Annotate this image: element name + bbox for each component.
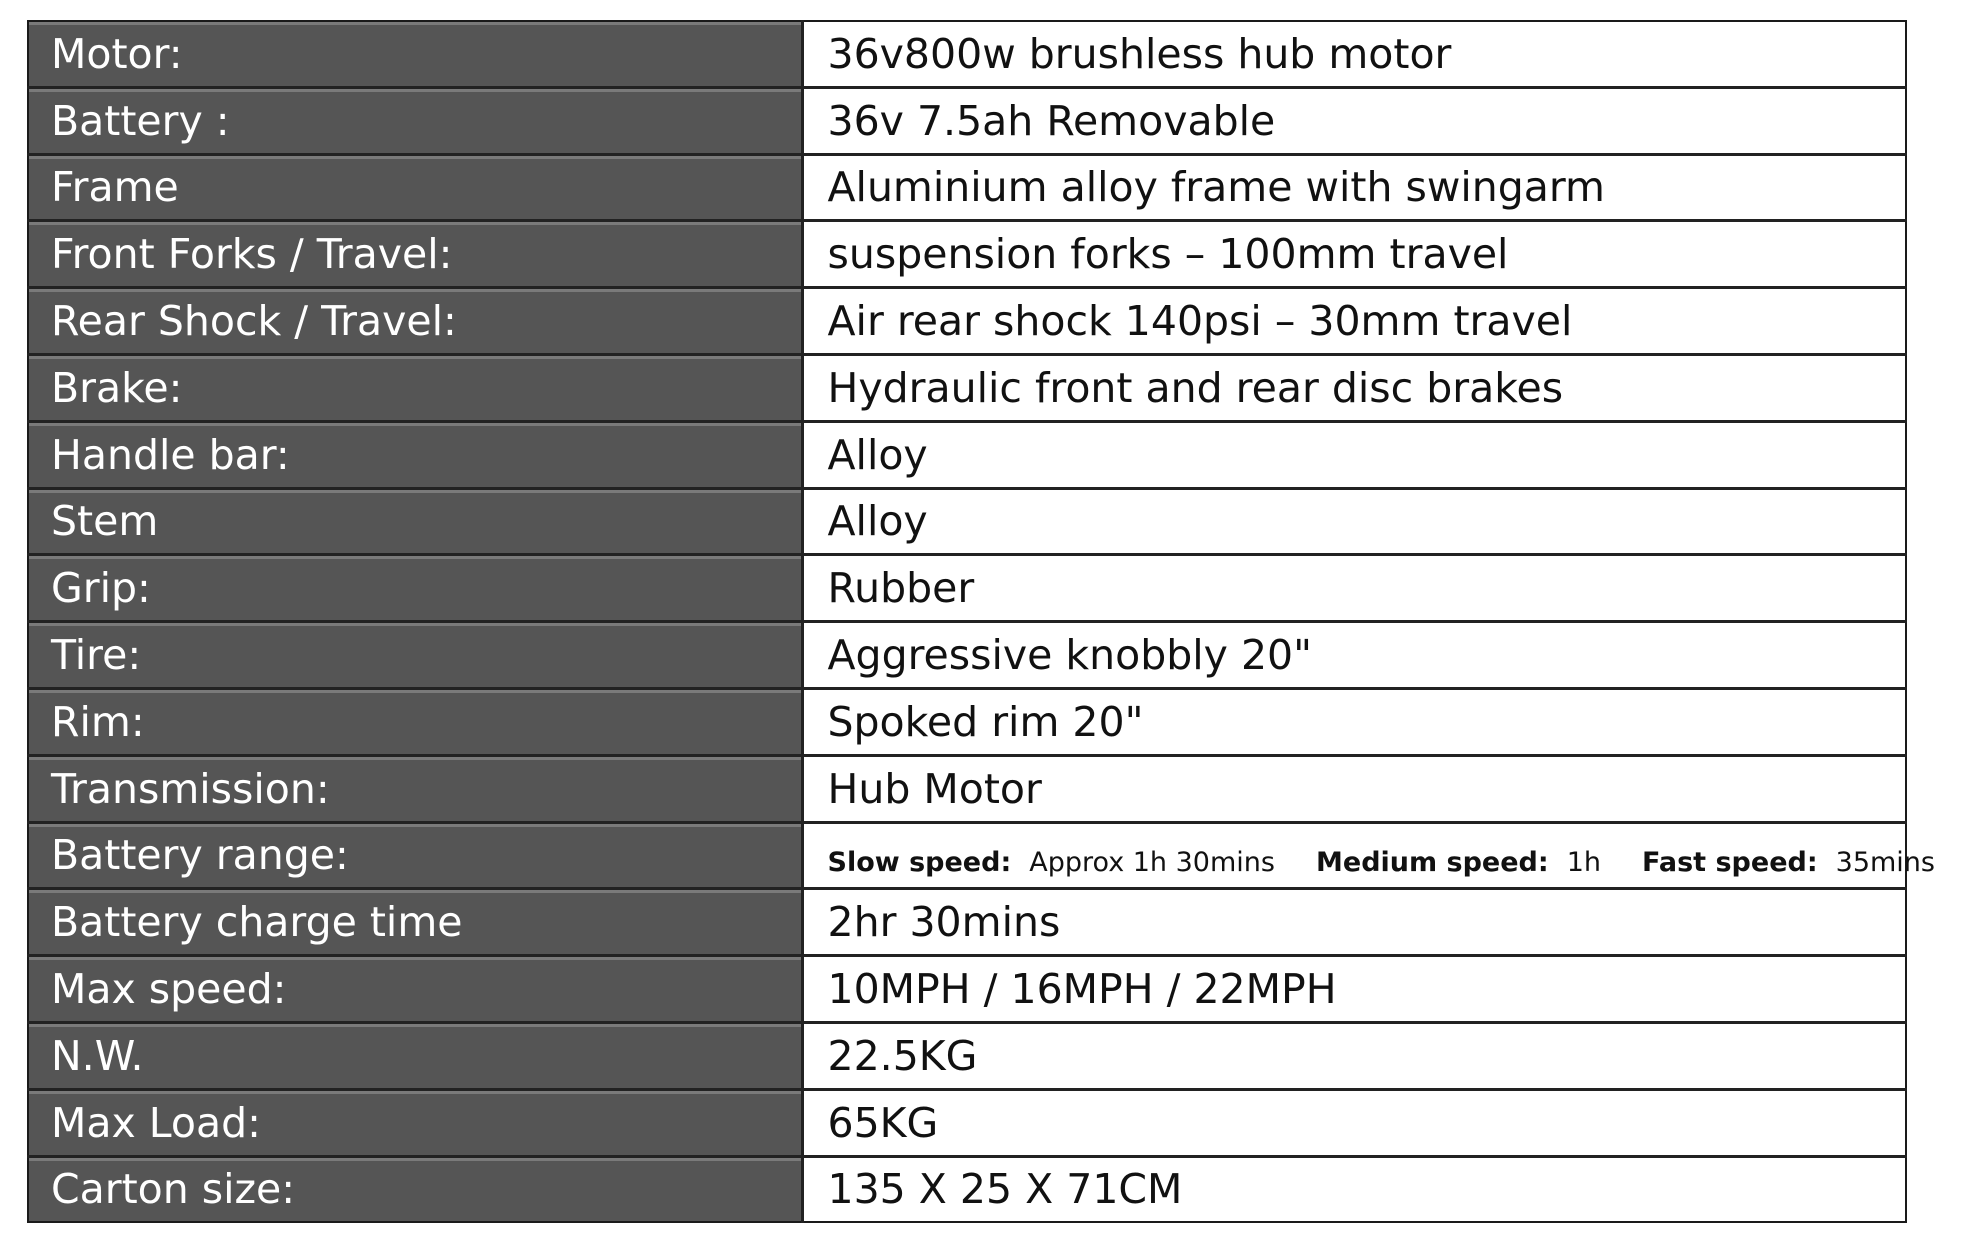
spec-value-max-speed: 10MPH / 16MPH / 22MPH: [802, 956, 1906, 1023]
spec-value-grip: Rubber: [802, 555, 1906, 622]
spec-value-handle-bar: Alloy: [802, 421, 1906, 488]
spec-table: [27, 20, 1935, 1223]
spec-value-motor: 36v800w brushless hub motor: [802, 21, 1906, 87]
spec-value-tire: Aggressive knobbly 20": [802, 622, 1906, 689]
spec-table-body: [28, 21, 1935, 1222]
spec-label-battery-range: Battery range:: [28, 822, 802, 889]
table-row-handle-bar: [28, 421, 1906, 488]
table-row-motor: [28, 21, 1906, 87]
range-medium-label: Medium speed:: [1316, 846, 1549, 878]
range-fast: [1642, 833, 1935, 881]
spec-label-max-speed: Max speed:: [28, 956, 802, 1023]
range-fast-label: Fast speed:: [1642, 846, 1818, 878]
table-row-carton-size: [28, 1156, 1906, 1222]
spec-label-stem: Stem: [28, 488, 802, 555]
spec-label-net-weight: N.W.: [28, 1022, 802, 1089]
range-fast-value: 35mins: [1835, 846, 1935, 878]
range-medium: [1316, 833, 1601, 881]
range-slow: [828, 833, 1275, 881]
range-medium-value: 1h: [1566, 846, 1601, 878]
spec-value-net-weight: 22.5KG: [802, 1022, 1906, 1089]
spec-value-brake: Hydraulic front and rear disc brakes: [802, 354, 1906, 421]
table-row-tire: [28, 622, 1906, 689]
spec-label-front-forks: Front Forks / Travel:: [28, 221, 802, 288]
spec-label-brake: Brake:: [28, 354, 802, 421]
spec-value-rear-shock: Air rear shock 140psi – 30mm travel: [802, 288, 1906, 355]
table-row-max-speed: [28, 956, 1906, 1023]
table-row-max-load: [28, 1089, 1906, 1156]
spec-label-handle-bar: Handle bar:: [28, 421, 802, 488]
spec-value-front-forks: suspension forks – 100mm travel: [802, 221, 1906, 288]
table-row-net-weight: [28, 1022, 1906, 1089]
table-row-battery-range: [28, 822, 1906, 889]
spec-value-battery: 36v 7.5ah Removable: [802, 87, 1906, 154]
spec-label-grip: Grip:: [28, 555, 802, 622]
table-row-charge-time: [28, 889, 1906, 956]
spec-label-tire: Tire:: [28, 622, 802, 689]
table-row-front-forks: [28, 221, 1906, 288]
spec-label-battery: Battery :: [28, 87, 802, 154]
spec-value-stem: Alloy: [802, 488, 1906, 555]
range-slow-value: Approx 1h 30mins: [1029, 846, 1275, 878]
spec-label-rear-shock: Rear Shock / Travel:: [28, 288, 802, 355]
table-row-battery: [28, 87, 1906, 154]
table-row-rear-shock: [28, 288, 1906, 355]
spec-label-motor: Motor:: [28, 21, 802, 87]
spec-value-carton-size: 135 X 25 X 71CM: [802, 1156, 1906, 1222]
spec-value-charge-time: 2hr 30mins: [802, 889, 1906, 956]
spec-label-transmission: Transmission:: [28, 755, 802, 822]
spec-value-battery-range: [802, 822, 1935, 889]
spec-value-transmission: Hub Motor: [802, 755, 1906, 822]
table-row-transmission: [28, 755, 1906, 822]
spec-label-rim: Rim:: [28, 688, 802, 755]
spec-value-rim: Spoked rim 20": [802, 688, 1906, 755]
range-slow-label: Slow speed:: [827, 846, 1012, 878]
table-row-frame: [28, 154, 1906, 221]
spec-label-frame: Frame: [28, 154, 802, 221]
table-row-grip: [28, 555, 1906, 622]
table-row-rim: [28, 688, 1906, 755]
spec-value-frame: Aluminium alloy frame with swingarm: [802, 154, 1906, 221]
spec-label-max-load: Max Load:: [28, 1089, 802, 1156]
table-row-brake: [28, 354, 1906, 421]
table-row-stem: [28, 488, 1906, 555]
spec-label-carton-size: Carton size:: [28, 1156, 802, 1222]
spec-value-max-load: 65KG: [802, 1089, 1906, 1156]
spec-label-charge-time: Battery charge time: [28, 889, 802, 956]
